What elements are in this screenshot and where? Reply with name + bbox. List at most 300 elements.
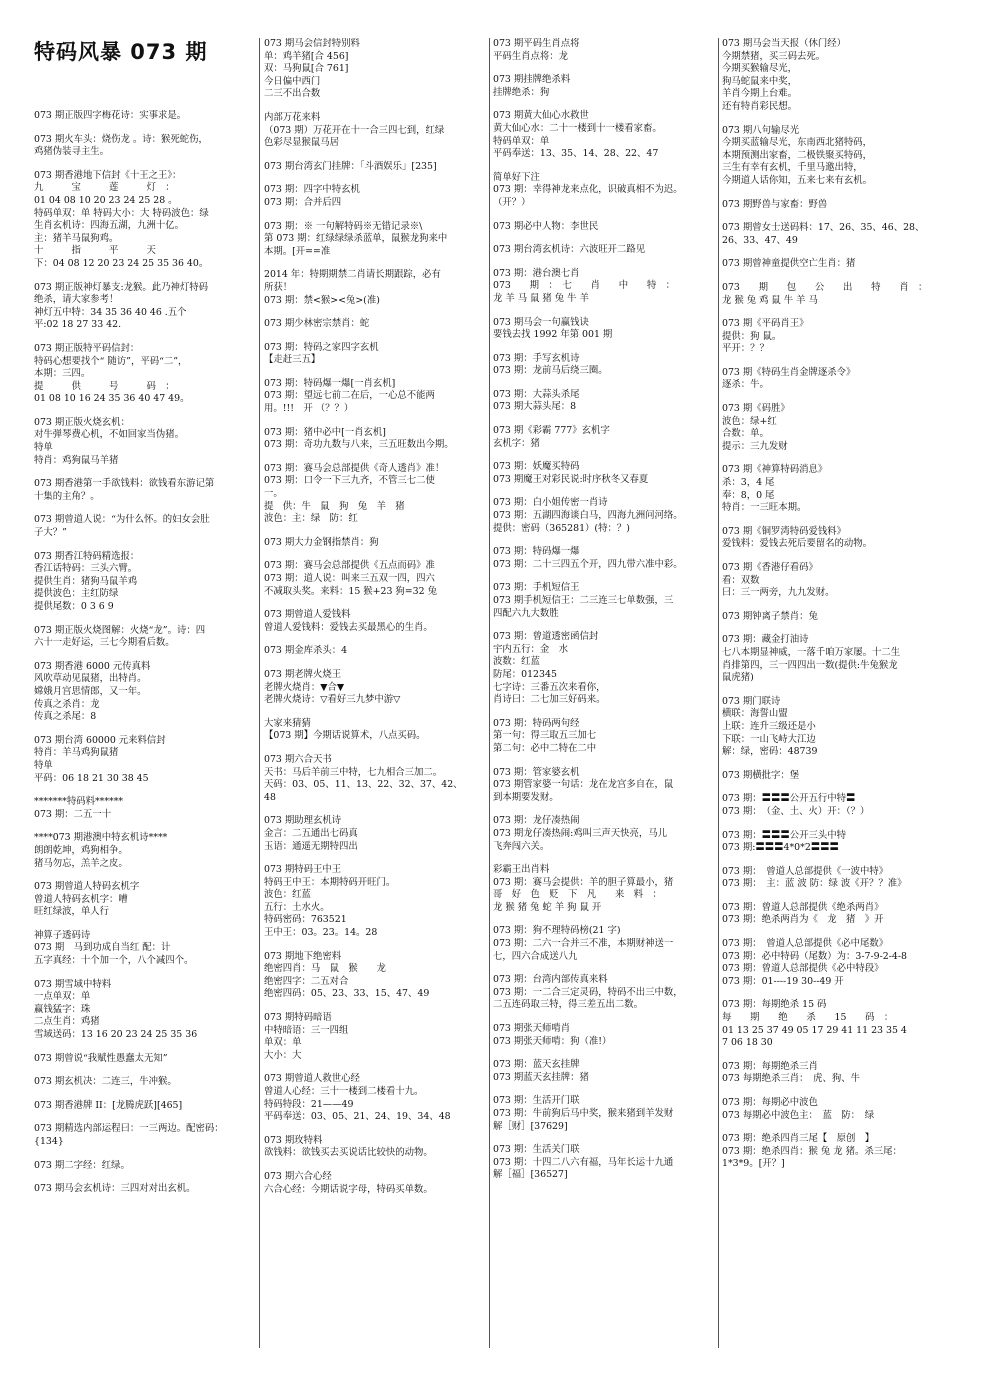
text-block	[493, 172, 715, 210]
text-block	[264, 342, 486, 367]
text-line: 073 期正版特平码信封：	[34, 342, 140, 354]
text-line: 073 期《特码生肖金牌逐杀令》	[722, 366, 856, 378]
text-line: 提供：密码（365281）(特：？)	[493, 522, 630, 534]
text-line: 073 期：蓝天玄挂牌	[493, 1059, 580, 1071]
text-line: 073 期火车头：烧伤龙 。诗：猴死蛇伤，	[34, 133, 208, 145]
text-block	[722, 367, 946, 392]
text-block	[264, 184, 486, 209]
text-line: 073 期正版火烧玄机：	[34, 416, 130, 428]
text-line: 玉语：通遥无期特四出	[264, 840, 358, 852]
text-line: 一点单双：单	[34, 991, 91, 1003]
text-line: 073 期：赛马会提供：羊的胆子算最小，猪	[493, 876, 674, 888]
text-line: 飞奔闯六关。	[493, 840, 550, 852]
text-line: 073 期香港地下信封《十王之王》：	[34, 169, 182, 181]
text-line: 073 期：十四二八六有福，马年长运十九通	[493, 1156, 674, 1168]
text-line: 特码单双：单	[493, 135, 550, 147]
text-line: 羊肖今期上台难。	[722, 88, 798, 100]
text-block	[493, 497, 715, 535]
text-line: 073 期八句输尽光	[722, 124, 800, 136]
text-block	[493, 582, 715, 620]
text-line: 073 期：二五一十	[34, 808, 112, 820]
text-block	[264, 38, 486, 101]
text-line: 下：04 08 12 20 23 24 25 35 36 40。	[34, 257, 209, 269]
text-line: 073 期：大蒜头杀尾	[493, 388, 580, 400]
text-block	[722, 634, 946, 684]
text-line: 073 期《平码肖王》	[722, 318, 809, 330]
text-line: 下联：一山飞峙大江边	[722, 733, 816, 745]
text-line: 龙 猴 兔 鸡 鼠 牛 羊 马	[722, 294, 818, 306]
text-line: 爱钱料：爱钱去死后要留名的动物。	[722, 538, 873, 550]
text-block	[722, 696, 946, 759]
text-line: 杀：3，4 尾	[722, 477, 775, 489]
text-block	[264, 609, 486, 634]
text-line: 073 期：特码之家四字玄机	[264, 341, 379, 353]
text-block	[34, 1183, 256, 1196]
text-line: 073 期香港 6000 元传真料	[34, 660, 151, 672]
text-block	[493, 1095, 715, 1133]
text-block	[493, 425, 715, 450]
text-block	[264, 645, 486, 658]
text-block	[493, 546, 715, 571]
text-line: 073 期手机短信王：二三连三七单数强，三	[493, 595, 674, 606]
text-line: 特单	[34, 759, 53, 771]
text-line: 对牛弹琴费心机，不如回家当伪猪。	[34, 429, 185, 441]
text-line: 073 期门联诗	[722, 695, 781, 707]
text-line: 解［财］[37629]	[493, 1120, 568, 1132]
text-block	[722, 38, 946, 114]
text-line: 073 期《铜罗湾特码爱钱料》	[722, 525, 847, 537]
text-line: 所获！	[264, 281, 293, 293]
text-line: 073 期:〓〓〓4*0*2〓〓〓	[722, 842, 839, 854]
text-line: 天书：马后羊前三中特，七九相合三加二。	[264, 766, 443, 778]
text-block	[34, 979, 256, 1042]
text-line: 鼠虎猪)	[722, 672, 754, 684]
text-block	[34, 1160, 256, 1173]
text-block	[264, 318, 486, 331]
text-line: 提供波色：主红防绿	[34, 588, 119, 600]
text-line: 073 期：※ 一句解特码※无错记录※\	[264, 220, 423, 232]
text-block	[264, 463, 486, 526]
text-block	[264, 560, 486, 598]
text-line: 十 指 平 天	[34, 245, 156, 257]
text-line: 073 期：手机短信王	[493, 582, 580, 594]
text-block	[493, 317, 715, 342]
text-line: 曰：三一两旁，九九发财。	[722, 587, 835, 599]
text-line: {134}	[34, 1136, 64, 1147]
text-line: 073 期正版四字梅花诗：实事求是。	[34, 110, 187, 121]
text-block	[493, 74, 715, 99]
text-line: 073 期金库杀头：4	[264, 645, 348, 657]
text-block	[722, 866, 946, 891]
text-line: 073 期：四字中特玄机	[264, 184, 360, 196]
text-line: 073 期：牛前狗后马中奖，猴来猪到羊发财	[493, 1108, 674, 1119]
text-line: 073 期：必中特码（尾数）为：3-7-9-2-4-8	[722, 950, 908, 962]
text-line: 073 期：二六一合并三不准，本期财神送一	[493, 938, 674, 950]
text-line: 073 期少林密宗禁肖：蛇	[264, 318, 370, 330]
text-block	[493, 353, 715, 378]
text-line: 看：双数	[722, 574, 760, 586]
text-line: 073 期精选内部运程曰：一三两边。配密码：	[34, 1123, 224, 1135]
text-line: 子大？”	[34, 527, 67, 539]
text-line: 073 期 ： 七 肖 中 特 ：	[493, 280, 675, 292]
text-line: 二五连码取三特，得三差五出二数。	[493, 999, 644, 1011]
text-line: 本期。[开==准	[264, 245, 331, 257]
text-line: 01 13 25 37 49 05 17 29 41 11 23 35 4	[722, 1024, 907, 1036]
text-line: 073 期： 主：蓝 波 防：绿 波《开？？准》	[722, 878, 907, 890]
text-line: 073 期：绝杀四肖：猴 兔 龙 猪。杀三尾：	[722, 1145, 902, 1157]
text-line: 073 期：禁<猴><兔>(准)	[264, 294, 380, 306]
text-line: 肖诗曰：二七加三好码来。	[493, 694, 606, 706]
text-block	[264, 864, 486, 940]
text-block	[34, 343, 256, 406]
text-line: 今期买蓝输尽光，东南西北猪特码，	[722, 137, 873, 149]
text-block	[722, 902, 946, 927]
text-line: 073 期：赛马会总部提供《五点而码》准	[264, 560, 435, 572]
text-line: 彩霸王出肖料	[493, 864, 550, 876]
text-line: 特肖：羊马鸡狗鼠猪	[34, 747, 119, 759]
text-line: 天码：03、05、11、13、22、32、37、42、	[264, 779, 463, 791]
text-line: 073 期：龙仔凑热闹	[493, 815, 580, 827]
text-block	[264, 669, 486, 707]
text-line: 九 宝 莲 灯 ：	[34, 182, 175, 194]
text-line: 二点生肖：鸡猪	[34, 1016, 100, 1028]
text-block	[34, 110, 256, 123]
text-line: 中特暗语：三一四组	[264, 1024, 349, 1036]
text-line: 波数：红蓝	[493, 656, 540, 668]
text-line: 曾道人特码玄机字：嘈	[34, 893, 128, 905]
text-block	[264, 1135, 486, 1160]
text-line: 雪域送码：13 16 20 23 24 25 35 36	[34, 1029, 198, 1041]
text-line: 横联：海誓山盟	[722, 708, 788, 720]
text-block	[264, 112, 486, 150]
text-line: 特码心想要找个“ 随访”，平码“二”，	[34, 355, 188, 367]
text-line: 六十一走好运，三七今期看后数。	[34, 637, 175, 649]
text-line: 073 期台湾 60000 元来料信封	[34, 734, 166, 746]
text-line: 073 期 马到功成自当红 配：计	[34, 942, 171, 954]
text-line: 挂牌绝杀：狗	[493, 86, 550, 98]
text-line: 073 期《彩霸 777》玄机字	[493, 425, 610, 437]
text-line: 073 期：绝杀四肖三尾【 原创 】	[722, 1133, 875, 1145]
text-block	[722, 464, 946, 514]
text-block	[34, 735, 256, 785]
text-line: 073 期黄大仙心水救世	[493, 110, 589, 122]
text-block	[34, 832, 256, 870]
text-line: 解［福］[36527]	[493, 1169, 568, 1181]
text-line: 073 每期绝杀三肖： 虎、狗、牛	[722, 1073, 861, 1085]
text-line: 今期禁猪，买三码去死。	[722, 50, 826, 62]
text-line: 073 期二字经：红绿。	[34, 1159, 130, 1171]
text-block	[722, 125, 946, 188]
text-line: 老牌火烧诗：▽看好三九梦中游▽	[264, 694, 401, 706]
text-line: 073 期蓝天玄挂牌：猪	[493, 1071, 589, 1083]
text-line: 奉：8，0 尾	[722, 489, 775, 501]
column-3	[493, 38, 715, 1358]
text-block	[722, 1133, 946, 1171]
text-line: （073 期）万花开在十一合三四七到，红绿	[264, 124, 445, 136]
text-line: 平开：？？	[722, 343, 769, 355]
text-line: 神灯五中特：34 35 36 40 46 .五个	[34, 306, 187, 318]
text-block	[264, 221, 486, 259]
text-line: 073 期：每期必中波色	[722, 1097, 818, 1108]
column-divider	[259, 38, 260, 1348]
text-line: 073 期：特码爆一爆	[493, 546, 580, 558]
text-line: 073 期曾女士送码料：17、26、35、46、28、	[722, 222, 925, 234]
text-line: 073 期正版火烧图解：火烧“龙”。诗：四	[34, 624, 206, 636]
text-line: 特肖：一三旺本期。	[722, 502, 807, 514]
text-line: 特肖：鸡狗鼠马羊猪	[34, 454, 119, 466]
text-line: 073 期：每期绝杀三肖	[722, 1060, 818, 1072]
text-line: 073 期香港第一手欲钱料：欲钱看东游记第	[34, 478, 215, 490]
text-line: 073 期六合天书	[264, 753, 332, 765]
text-line: 073 期马会玄机诗：三四对对出玄机。	[34, 1183, 196, 1195]
text-line: 01 04 08 10 20 23 24 25 28 。	[34, 194, 178, 206]
text-line: 073 期：〓〓〓公开五行中特〓	[722, 793, 856, 805]
text-line: 073 期地下绝密料	[264, 950, 342, 962]
text-line: 防尾：012345	[493, 668, 557, 680]
text-line: 单：鸡羊猪[合 456]	[264, 50, 349, 62]
text-line: 073 期：狗不理特码榜(21 字)	[493, 925, 621, 937]
text-line: 073 期：特码爆一爆[一肖玄机]	[264, 377, 396, 389]
text-block	[722, 830, 946, 855]
text-block	[34, 881, 256, 919]
text-line: 第二句：必中二特在二中	[493, 742, 597, 754]
text-block	[493, 1144, 715, 1182]
text-line: 073 期马会信封特别料	[264, 38, 360, 49]
text-line: 073 期特码王中王	[264, 864, 342, 876]
text-line: 073 期：手写玄机诗	[493, 352, 580, 364]
column-4	[722, 38, 946, 1358]
text-line: 王中王：03。23。14。28	[264, 927, 378, 939]
text-line: 073 期马会当天报（休门经）	[722, 38, 847, 49]
text-line: 今期买猴输尽光，	[722, 63, 798, 75]
text-block	[722, 938, 946, 988]
text-line: 073 期：藏金打油诗	[722, 634, 809, 646]
text-line: 073 期： 曾道人总部提供《必中尾数》	[722, 938, 889, 950]
text-line: 五字真经：十个加一个，八个减四个。	[34, 955, 194, 967]
text-line: 曾道人心经：三十一楼到二楼看十九。	[264, 1086, 424, 1097]
text-line: 特码王中王：本期特码开旺门。	[264, 876, 396, 888]
text-line: 旺红绿波，单人行	[34, 906, 110, 918]
text-line: 073 期钟离子禁肖：兔	[722, 610, 818, 622]
column-2	[264, 38, 486, 1358]
text-line: 073 期必中人物：李世民	[493, 220, 599, 232]
text-line: 073 期：港台澳七肖	[493, 267, 580, 279]
text-block	[493, 110, 715, 160]
text-line: 六合心经：今期话说字母，特码买单数。	[264, 1183, 433, 1195]
text-line: 大家来猜猜	[264, 717, 311, 729]
text-line: 肖排第四，三一四四出一数(提供:牛兔猴龙	[722, 659, 898, 671]
text-block	[264, 427, 486, 452]
text-line: 波色：红蓝	[264, 889, 311, 901]
text-block	[493, 767, 715, 805]
text-line: 01 08 10 16 24 35 36 40 47 49。	[34, 393, 190, 405]
text-line: 073 期玫特料	[264, 1134, 323, 1146]
text-line: 073 期：台湾内部传真来料	[493, 974, 608, 986]
text-block	[34, 796, 256, 821]
text-line: （开？）	[493, 196, 531, 208]
text-line: 黄大仙心水：二十一楼到十一楼看家畜。	[493, 122, 662, 134]
text-line: 平码生肖点将：龙	[493, 50, 569, 62]
text-line: 特单	[34, 442, 53, 454]
text-line: 073 期曾道人救世心经	[264, 1073, 360, 1085]
text-block	[34, 661, 256, 724]
text-block	[722, 222, 946, 247]
text-block	[722, 770, 946, 783]
text-line: 今日偏中西门	[264, 75, 321, 87]
text-block	[34, 478, 256, 503]
text-block	[722, 403, 946, 453]
text-block	[722, 562, 946, 600]
text-line: 【走赶三五】	[264, 354, 321, 366]
text-block	[264, 1073, 486, 1123]
text-line: 073 期特码暗语	[264, 1012, 332, 1024]
text-line: 073 期：妖魔买特码	[493, 461, 580, 473]
text-block	[722, 999, 946, 1049]
text-line: 7 06 18 30	[722, 1037, 773, 1049]
text-line: 哥 好 色 贬 下 凡 来 料 ：	[493, 889, 662, 901]
text-block	[264, 1171, 486, 1196]
text-block	[264, 718, 486, 743]
text-line: 073 期玄机决：二连三，牛冲猴。	[34, 1076, 177, 1088]
text-line: 绝密四码：05、23、33、15、47、49	[264, 988, 430, 1000]
text-line: 073 期台湾玄机诗：六波旺开二路见	[493, 244, 646, 256]
text-line: 073 期： （金、土、火）开：（？）	[722, 805, 870, 817]
text-line: 猪马勿忘，羔羊之皮。	[34, 857, 128, 869]
text-line: 五行：土水火。	[264, 901, 330, 913]
text-line: 双：马狗鼠[合 761]	[264, 63, 349, 75]
text-line: 风吹草动见鼠猪，出特肖。	[34, 673, 147, 685]
text-block	[493, 815, 715, 853]
text-line: 073 期雪域中特料	[34, 978, 112, 990]
text-line: 平:02 18 27 33 42.	[34, 319, 122, 331]
text-line: 073 期横批字：堡	[722, 769, 800, 781]
text-line: 鸡猪伪装寻主生。	[34, 146, 110, 158]
text-line: 073 期曾神童提供空亡生肖：猪	[722, 258, 856, 270]
text-block	[493, 718, 715, 756]
text-block	[34, 551, 256, 614]
text-line: 曾道人爱钱料：爱钱去买最黑心的生肖。	[264, 621, 433, 633]
text-block	[264, 161, 486, 174]
text-line: 不减取头奖。来料：15 猴+23 狗=32 兔	[264, 585, 437, 597]
text-line: 传真之杀肖：龙	[34, 698, 100, 710]
text-block	[493, 631, 715, 707]
text-line: 平码奉送：03、05、21、24、19、34、48	[264, 1111, 451, 1123]
text-block	[493, 38, 715, 63]
text-block	[34, 282, 256, 332]
text-line: 073 期：赛马会总部提供《奇人透肖》准！	[264, 462, 445, 474]
text-line: 生肖玄机诗：四海五湖，九洲十亿。	[34, 220, 185, 232]
text-line: 073 期：生活关门联	[493, 1144, 580, 1156]
text-line: 073 期：一二合三定灵码，特码不出三中数，	[493, 986, 683, 998]
text-line: 26、33、47、49	[722, 234, 798, 246]
text-line: 合数：单。	[722, 428, 769, 440]
text-block	[722, 282, 946, 307]
text-line: 上联：连升三级还是小	[722, 720, 816, 732]
text-block	[34, 1053, 256, 1066]
text-block	[493, 925, 715, 963]
text-line: 073 期：绝杀两肖为《 龙 猪 》开	[722, 914, 884, 926]
text-line: 传真之杀尾：8	[34, 711, 97, 723]
text-block	[493, 268, 715, 306]
text-line: 提示：三九发财	[722, 440, 788, 452]
text-line: 狗马蛇鼠来中奖，	[722, 75, 798, 87]
text-block	[493, 221, 715, 234]
column-divider	[489, 38, 490, 1348]
text-block	[493, 244, 715, 257]
text-line: 赢钱猛字：珠	[34, 1003, 91, 1015]
text-line: 还有特肖彩民想。	[722, 100, 798, 112]
text-line: 七，四六合成送八九	[493, 950, 578, 962]
text-line: 特码密码：763521	[264, 914, 347, 926]
text-block	[34, 625, 256, 650]
text-line: 073 期：龙前马后绕三圈。	[493, 365, 608, 377]
text-line: 七八本期显神威，一落千咱万家屡。十二生	[722, 646, 901, 658]
text-block	[34, 134, 256, 159]
text-block	[34, 1076, 256, 1089]
text-line: 073 期老牌火烧王	[264, 668, 342, 680]
text-line: 绝杀，请大家参考！	[34, 294, 119, 306]
text-line: 073 期：猪中必中[一肖玄机]	[264, 426, 386, 438]
text-line: 073 期野兽与家畜：野兽	[722, 198, 828, 210]
text-line: 波色：绿+红	[722, 415, 777, 427]
text-line: 平码奉送：13、35、14、28、22、47	[493, 148, 659, 160]
text-line: 朗朗乾坤，鸡狗相争。	[34, 844, 128, 856]
text-line: 073 期：白小姐传密一肖诗	[493, 497, 608, 509]
text-line: 内部万花来料	[264, 111, 321, 123]
text-line: 073 期：曾道透密函信封	[493, 631, 599, 643]
text-line: 七字诗：三番五次来看你，	[493, 681, 606, 693]
text-line: 073 期龙仔凑热闹:鸡叫三声天快亮，马儿	[493, 827, 668, 839]
text-line: ****073 期港澳中特玄机诗****	[34, 832, 168, 844]
text-block	[722, 611, 946, 624]
text-line: 073 期：望远七前二在后，一心总不能两	[264, 390, 435, 402]
text-block	[264, 269, 486, 307]
text-block	[264, 1012, 486, 1062]
text-line: 073 期：〓〓〓公开三头中特	[722, 829, 847, 841]
text-line: 神算子透码诗	[34, 929, 91, 941]
text-line: 073 期：生活开门联	[493, 1095, 580, 1107]
text-block	[722, 793, 946, 818]
text-block	[493, 864, 715, 914]
text-line: 073 期魔王对彩民说:时序秋冬又春夏	[493, 473, 649, 485]
text-line: 金言：二五通出七码真	[264, 827, 358, 839]
text-line: 073 期香江特码精选报：	[34, 550, 140, 562]
text-line: 提 供 号 码 ：	[34, 380, 175, 392]
text-line: 今期道人话你知，五来七来有玄机。	[722, 174, 873, 186]
text-line: 每 期 绝 杀 15 码 ：	[722, 1012, 894, 1024]
text-line: 用。!!! 开 （？？）	[264, 403, 354, 415]
text-line: 单双：单	[264, 1037, 302, 1049]
text-line: 玄机字：猪	[493, 437, 540, 449]
text-line: *******特码料******	[34, 796, 124, 808]
text-line: 绝密四字：二五对合	[264, 975, 349, 987]
text-line: 073 期：口令一下三九齐，不管三七二使	[264, 475, 435, 487]
text-block	[264, 537, 486, 550]
text-line: 073 期：管家婆玄机	[493, 766, 580, 778]
text-line: 073 期：01----19 30--49 开	[722, 975, 844, 987]
column-1	[34, 110, 256, 1360]
text-line: 简单好下注	[493, 171, 540, 183]
text-line: 龙 羊 马 鼠 猪 兔 牛 羊	[493, 292, 589, 304]
text-line: 主：猪羊马鼠狗鸡。	[34, 232, 119, 244]
text-line: 提供：狗 鼠。	[722, 330, 782, 342]
text-line: 解：绿，密码：48739	[722, 746, 818, 758]
text-block	[722, 199, 946, 212]
text-line: 073 期管家婆一句话：龙在龙宫多自在，鼠	[493, 779, 674, 791]
text-block	[493, 389, 715, 414]
text-line: 073 期马会一句赢钱诀	[493, 316, 589, 328]
text-line: 073 期台湾玄门挂牌：「斗酒娱乐」[235]	[264, 160, 437, 172]
